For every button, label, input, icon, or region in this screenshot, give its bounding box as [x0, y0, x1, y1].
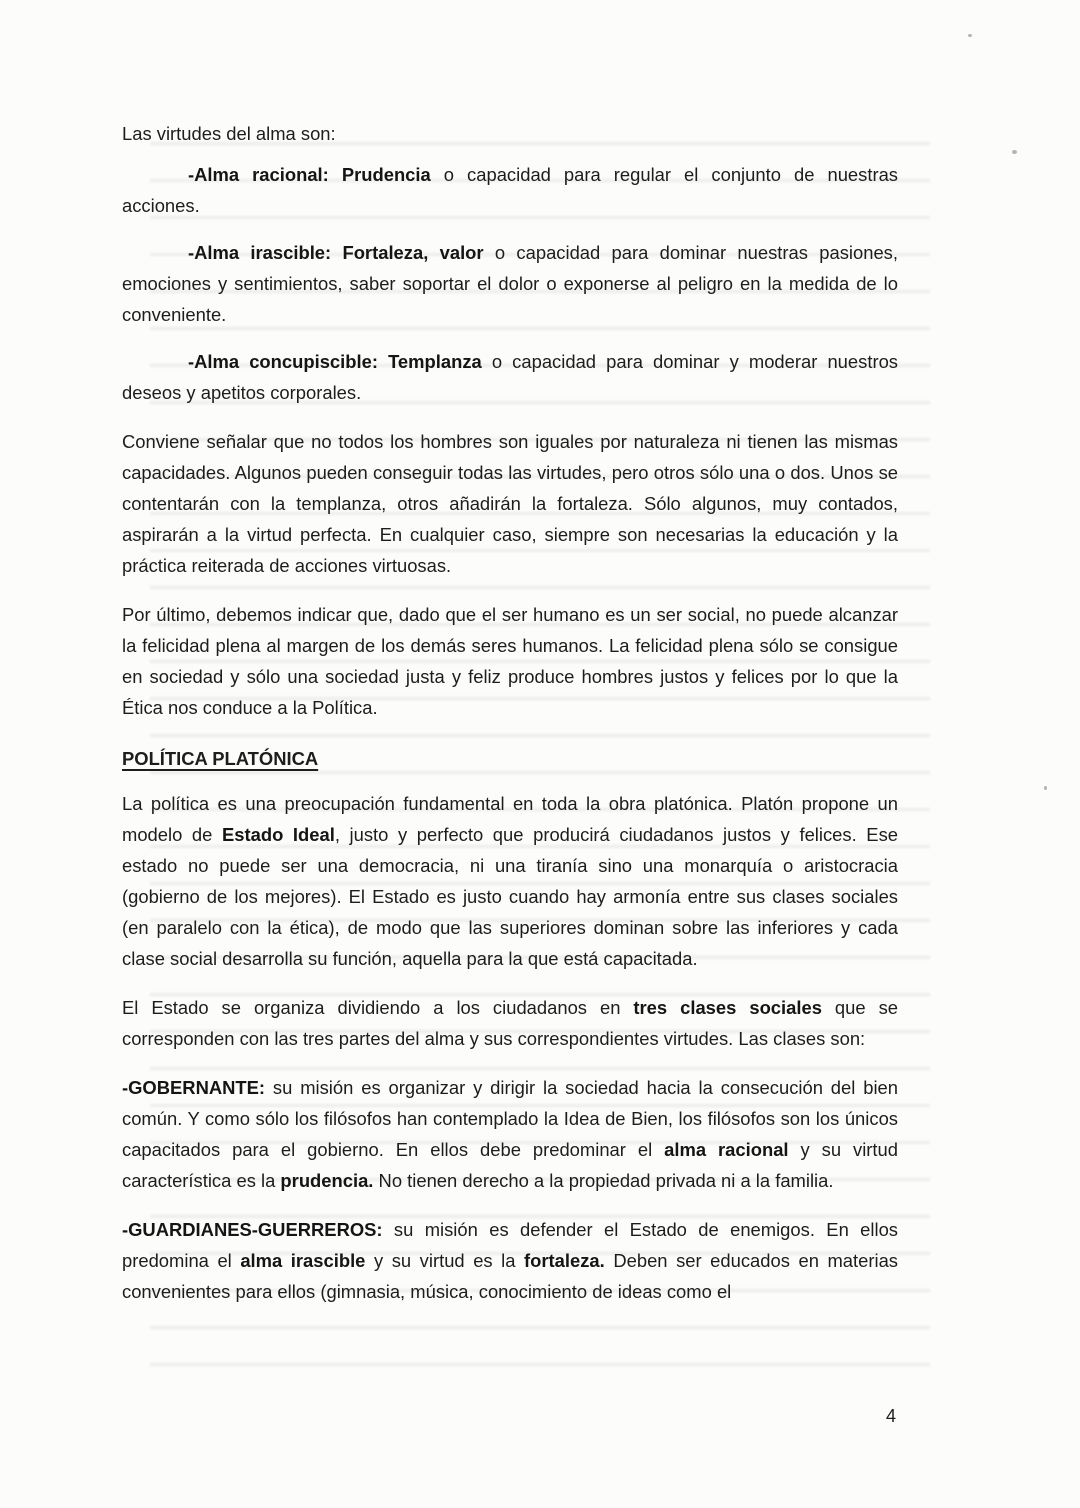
- virtue-name: Fortaleza, valor: [342, 242, 484, 263]
- document-body: [122, 118, 898, 1307]
- class-label: -GUARDIANES-GUERREROS:: [122, 1219, 383, 1240]
- text-run: El Estado se organiza dividiendo a los ciudadanos en: [122, 997, 634, 1018]
- virtue-soul-part: -Alma irascible:: [188, 242, 343, 263]
- virtue-name: Prudencia: [341, 164, 431, 185]
- text-run: No tienen derecho a la propiedad privada ni a la familia.: [373, 1170, 834, 1191]
- bold-term: tres clases sociales: [633, 997, 822, 1018]
- bold-term: alma irascible: [240, 1250, 366, 1271]
- paragraph-ultimo: Por último, debemos indicar que, dado que el ser humano es un ser social, no puede alcanzar la felicidad plena al margen de los demás seres humanos. La felicidad plena sólo se consigue en sociedad y sólo una sociedad justa y feliz produce hombres justos y felices por lo que la Ética nos conduce a la Política.: [122, 604, 898, 718]
- virtue-label: [188, 351, 482, 372]
- virtue-concupiscible: [122, 346, 898, 408]
- text-run: y su virtud es la: [365, 1250, 525, 1271]
- bold-term: alma racional: [664, 1139, 789, 1160]
- paragraph-gobernante: [122, 1072, 898, 1196]
- scan-speck: [968, 34, 972, 37]
- paragraph-politica: [122, 788, 898, 974]
- page-number: 4: [886, 1406, 897, 1426]
- bold-term: prudencia.: [280, 1170, 374, 1191]
- virtue-name: Templanza: [388, 351, 482, 372]
- text-run: , justo y perfecto que producirá ciudadanos justos y felices. Ese estado no puede ser una democracia, ni una tiranía sino una monarquía o aristocracia (gobierno de los mejores). El Estado es justo cuando hay armonía entre sus clases sociales (en paralelo con la ética), de modo que las superiores dominan sobre las inferiores y cada clase social desarrolla su función, aquella para la que está capacitada.: [122, 824, 898, 969]
- virtue-description: o capacidad para regular el conjunto de nuestras acciones.: [122, 164, 899, 216]
- section-title: POLÍTICA PLATÓNICA: [122, 748, 319, 769]
- virtue-soul-part: -Alma racional:: [188, 164, 342, 185]
- virtue-soul-part: -Alma concupiscible:: [188, 351, 389, 372]
- paragraph-clases: [122, 992, 898, 1054]
- intro-line: Las virtudes del alma son:: [122, 123, 336, 144]
- text-run: su misión es defender el Estado de enemigos. En ellos predomina el: [122, 1219, 898, 1271]
- paragraph-naturaleza: Conviene señalar que no todos los hombres son iguales por naturaleza ni tienen las mismas capacidades. Algunos pueden conseguir todas las virtudes, pero otros sólo una o dos. Unos se contentarán con la templanza, otros añadirán la fortaleza. Sólo algunos, muy contados, aspirarán a la virtud perfecta. En cualquier caso, siempre son necesarias la educación y la práctica reiterada de acciones virtuosas.: [122, 431, 898, 576]
- virtue-rational: [122, 159, 898, 221]
- virtue-description: o capacidad para dominar y moderar nuestros deseos y apetitos corporales.: [122, 351, 898, 403]
- virtue-irascible: [122, 237, 898, 330]
- virtue-label: [188, 242, 484, 263]
- text-run: La política es una preocupación fundamental en toda la obra platónica. Platón propone un modelo de: [122, 793, 898, 845]
- bold-term: fortaleza.: [524, 1250, 605, 1271]
- text-run: Deben ser educados en materias convenientes para ellos (gimnasia, música, conocimiento de ideas como el: [122, 1250, 898, 1302]
- text-run: y su virtud característica es la: [122, 1139, 898, 1191]
- class-label: -GOBERNANTE:: [122, 1077, 266, 1098]
- paragraph-guardianes: [122, 1214, 898, 1307]
- text-run: que se corresponden con las tres partes del alma y sus correspondientes virtudes. Las clases son:: [122, 997, 898, 1049]
- text-run: su misión es organizar y dirigir la sociedad hacia la consecución del bien común. Y como sólo los filósofos han contemplado la Idea de Bien, los filósofos son los únicos capacitados para el gobierno. En ellos debe predominar el: [122, 1077, 898, 1160]
- virtue-description: o capacidad para dominar nuestras pasiones, emociones y sentimientos, saber soportar el dolor o exponerse al peligro en la medida de lo conveniente.: [122, 242, 898, 325]
- virtue-label: [188, 164, 431, 185]
- scan-speck: [1012, 150, 1017, 154]
- bold-term: Estado Ideal: [221, 824, 335, 845]
- scan-speck: [1044, 786, 1047, 790]
